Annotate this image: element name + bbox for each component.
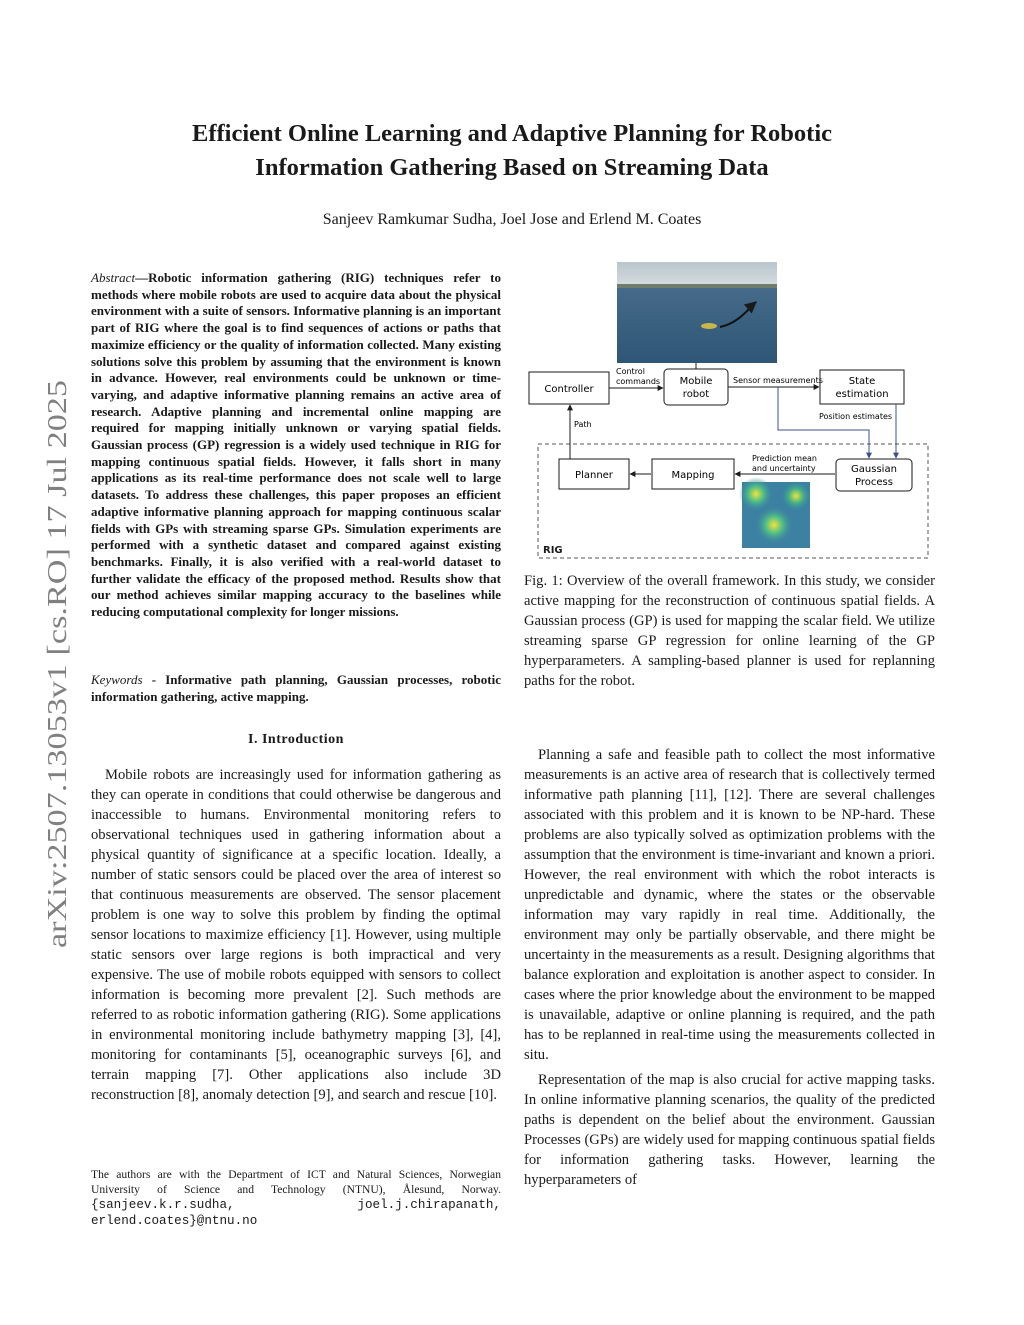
field-photo — [617, 262, 777, 363]
intro-right-column — [524, 745, 935, 1190]
framework-diagram — [524, 260, 936, 560]
abstract-text: Robotic information gathering (RIG) techniques refer to methods where mobile robots are used to acquire data about the physical environment with a suite of sensors. Informative planning is an important part of RIG where the goal is to find sequences of actions or paths that maximize efficiency or the quality of information collected. Many existing solutions solve this problem by assuming that the environment is known in advance. However, real environments could be unknown or time-varying, and adaptive informative planning remains an active area of research. Adaptive planning and incremental online mapping are required for mapping initially unknown or varying spatial fields. Gaussian process (GP) regression is a widely used technique in RIG for mapping continuous spatial fields. However, it falls short in many applications as its real-time performance does not scale well to large datasets. To address these challenges, this paper proposes an efficient adaptive informative planning approach for mapping continuous scalar fields with GPs with streaming sparse GPs. Simulation experiments are performed with a synthetic dataset and compared against existing benchmarks. Finally, it is also verified with a real-world dataset to further validate the efficacy of the proposed method. Results show that our method achieves similar mapping accuracy to the baselines while reducing computational complexity for longer missions. — [91, 270, 501, 620]
footnote-emails: {sanjeev.k.r.sudha, joel.j.chirapanath, erlend.coates}@ntnu.no — [91, 1198, 501, 1228]
control-label-2: commands — [616, 377, 661, 386]
intro-left-column — [91, 765, 501, 1105]
path-label: Path — [574, 420, 592, 429]
controller-label: Controller — [544, 384, 594, 395]
control-label-1: Control — [616, 367, 645, 376]
authors: Sanjeev Ramkumar Sudha, Joel Jose and Erlend M. Coates — [322, 211, 702, 228]
keywords — [91, 672, 501, 705]
state-label-1: State — [848, 376, 876, 387]
sensor-label: Sensor measurements — [733, 376, 823, 385]
intro-paragraph-2: Planning a safe and feasible path to collect the most informative measurements is an active area of research that is collectively termed informative path planning [11], [12]. There are several challenges associated with this problem and it is known to be NP-hard. These problems are also typically solved as optimization problems with the assumption that the environment is time-invariant and known a priori. However, the real environment with which the robot interacts is unpredictable and dynamic, where the states or the observable information may vary rapidly in real time. Additionally, the environment may only be partially observable, and there might be uncertainty in the measurements as a result. Designing algorithms that balance exploration and exploitation is another aspect to consider. In cases where the prior knowledge about the environment to be mapped is unavailable, adaptive or online planning is required, and the path has to be replanned in real-time using the measurements collected in situ. — [524, 747, 935, 1063]
abstract-dash: — — [135, 270, 149, 285]
intro-paragraph-3: Representation of the map is also crucial for active mapping tasks. In online informative planning scenarios, the quality of the predicted paths is dependent on the belief about the environment. Gaussian Processes (GPs) are widely used for mapping continuous spatial fields for information gathering tasks. However, learning the hyperparameters of — [524, 1072, 935, 1188]
figure-framework-overview — [524, 260, 936, 560]
gp-prediction-heatmap — [739, 477, 811, 548]
paper-title — [120, 117, 904, 185]
abstract-lead: Abstract — [91, 270, 136, 285]
rig-label: RIG — [543, 545, 563, 556]
state-label-2: estimation — [835, 389, 889, 400]
mobile-robot-label-2: robot — [682, 389, 710, 400]
gp-label-2: Process — [855, 477, 893, 488]
keywords-text: - Informative path planning, Gaussian processes, robotic information gathering, active mapping. — [91, 672, 501, 704]
robot-boat — [701, 323, 717, 329]
figure-caption: Fig. 1: Overview of the overall framework. In this study, we consider active mapping for the reconstruction of continuous spatial fields. A Gaussian process (GP) is used for mapping the scalar field. We utilize streaming sparse GP regression for online learning of the GP hyperparameters. A sampling-based planner is used for replanning paths for the robot. — [524, 573, 935, 689]
mapping-label: Mapping — [671, 470, 715, 481]
footnote-text: The authors are with the Department of ICT and Natural Sciences, Norwegian University of Science and Technology (NTNU), Ålesund, Norway. — [91, 1168, 501, 1196]
abstract — [91, 270, 501, 621]
keywords-lead: Keywords — [91, 672, 143, 687]
prediction-label-2: and uncertainty — [752, 464, 816, 473]
intro-paragraph-1: Mobile robots are increasingly used for information gathering as they can operate in conditions that could otherwise be dangerous and inaccessible to humans. Environmental monitoring refers to observational techniques used in gathering information about a physical quantity of significance at a specific location. Ideally, a number of static sensors could be placed over the area of interest so that continuous measurements are observed. The sensor placement problem is one way to solve this problem by finding the optimal sensor locations to maximize efficiency [1]. However, using multiple static sensors over large regions is both impractical and very expensive. The use of mobile robots equipped with sensors to collect information is becoming more prevalent [2]. Such methods are referred to as robotic information gathering (RIG). Some applications in environmental monitoring include bathymetry mapping [3], [4], monitoring for contaminants [5], oceanographic surveys [6], and terrain mapping [7]. Other applications also include 3D reconstruction [8], anomaly detection [9], and search and rescue [10]. — [91, 767, 501, 1103]
section-heading: I. Introduction — [248, 732, 344, 747]
title-line-1: Efficient Online Learning and Adaptive Planning for Robotic — [191, 120, 832, 147]
planner-label: Planner — [575, 470, 613, 481]
arxiv-identifier — [24, 378, 84, 950]
title-line-2: Information Gathering Based on Streaming Data — [255, 154, 769, 181]
author-footnote — [91, 1167, 501, 1229]
arxiv-id-text: arXiv:2507.13053v1 [cs.RO] 17 Jul 2025 — [41, 491, 72, 948]
position-label: Position estimates — [819, 412, 893, 421]
prediction-label-1: Prediction mean — [752, 454, 817, 463]
mobile-robot-label-1: Mobile — [679, 376, 713, 387]
gp-label-1: Gaussian — [851, 464, 897, 475]
